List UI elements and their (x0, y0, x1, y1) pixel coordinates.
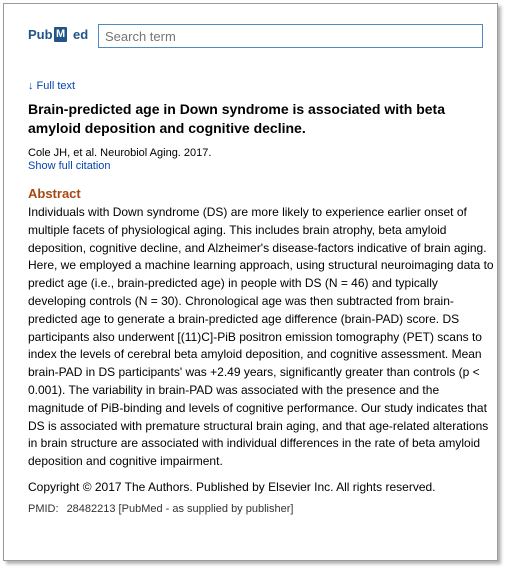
pubmed-logo[interactable] (28, 27, 88, 45)
page-frame (3, 3, 498, 561)
search-input[interactable] (98, 24, 483, 48)
article-title: Brain-predicted age in Down syndrome is associated with beta amyloid deposition and cognitive decline. (28, 101, 445, 136)
logo-text-m: M (56, 28, 66, 40)
logo-text-pub: Pub (28, 27, 53, 42)
abstract-heading: Abstract (28, 186, 81, 201)
header (28, 24, 483, 48)
show-full-citation-link[interactable]: Show full citation (28, 160, 111, 172)
article-citation: Cole JH, et al. Neurobiol Aging. 2017. (28, 147, 212, 159)
abstract-text: Individuals with Down syndrome (DS) are more likely to experience earlier onset of multiple facets of physiological aging. This includes brain atrophy, beta amyloid deposition, cognitive decline, and Alzheimer's disease-factors indicative of brain aging. Here, we employed a machine learning approach, using structural neuroimaging data to predict age (i.e., brain-predicted age) in people with DS (N = 46) and typically developing controls (N = 30). Chronological age was then subtracted from brain-predicted age to generate a brain-predicted age difference (brain-PAD) score. DS participants also underwent [(11)C]-PiB positron emission tomography (PET) scans to index the levels of cerebral beta amyloid deposition, and cognitive assessment. Mean brain-PAD in DS participants' was +2.49 years, significantly greater than controls (p < 0.001). The variability in brain-PAD was associated with the presence and the magnitude of PiB-binding and levels of cognitive performance. Our study indicates that DS is associated with premature structural brain aging, and that age-related alterations in brain structure are associated with individual differences in the rate of beta amyloid deposition and cognitive impairment. (28, 205, 494, 469)
full-text-link[interactable]: ↓ Full text (28, 80, 76, 92)
article-content (28, 80, 496, 515)
logo-text-ed: ed (73, 27, 89, 42)
pmid-label: PMID: (28, 502, 59, 515)
copyright-text: Copyright © 2017 The Authors. Published by Elsevier Inc. All rights reserved. (28, 479, 436, 494)
pmid-line (28, 503, 496, 515)
pmid-value: 28482213 [PubMed - as supplied by publisher] (66, 502, 294, 515)
